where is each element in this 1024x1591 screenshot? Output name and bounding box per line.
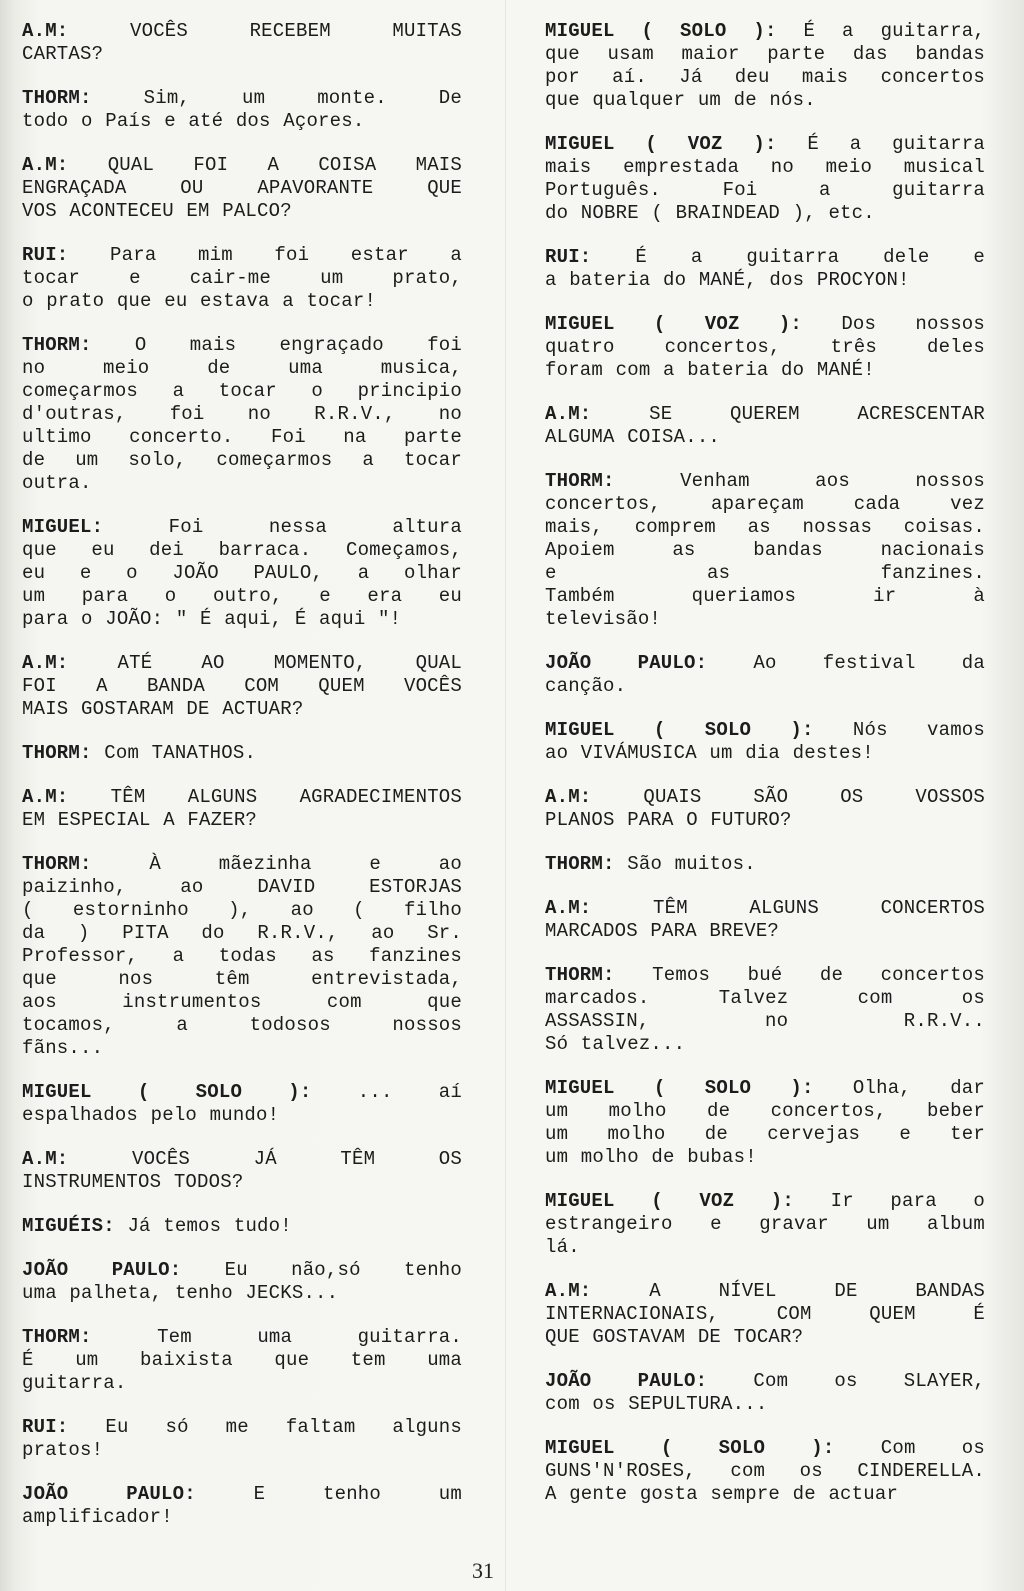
interview-entry bbox=[545, 1437, 985, 1506]
entry-line bbox=[22, 968, 462, 991]
line-text: Professor, a todas as fanzines bbox=[22, 945, 462, 967]
speaker-name: A.M: bbox=[22, 652, 69, 674]
speaker-name: THORM: bbox=[22, 87, 92, 109]
interview-entry bbox=[22, 516, 462, 631]
interview-entry bbox=[545, 786, 985, 832]
entry-line bbox=[22, 380, 462, 403]
interview-entry bbox=[545, 652, 985, 698]
entry-line bbox=[545, 1010, 985, 1033]
line-text: QUAIS SÃO OS VOSSOS bbox=[643, 786, 986, 808]
entry-line bbox=[22, 585, 462, 608]
entry-line bbox=[545, 719, 985, 742]
speaker-name: THORM: bbox=[545, 470, 615, 492]
line-text: Só talvez... bbox=[545, 1033, 686, 1055]
interview-entry bbox=[545, 853, 985, 876]
entry-line bbox=[545, 920, 985, 943]
interview-entry bbox=[22, 742, 462, 765]
entry-line bbox=[545, 336, 985, 359]
entry-line bbox=[545, 562, 985, 585]
entry-line bbox=[22, 516, 462, 539]
entry-line bbox=[22, 853, 462, 876]
line-text: mais emprestada no meio musical bbox=[545, 156, 985, 178]
entry-line bbox=[22, 608, 462, 631]
entry-line bbox=[22, 899, 462, 922]
interview-entry bbox=[22, 20, 462, 66]
line-text: Para mim foi estar a bbox=[110, 244, 462, 266]
line-text: INSTRUMENTOS TODOS? bbox=[22, 1171, 244, 1193]
interview-entry bbox=[545, 1370, 985, 1416]
speaker-name: A.M: bbox=[545, 786, 592, 808]
line-text: lá. bbox=[545, 1236, 580, 1258]
speaker-name: A.M: bbox=[22, 1148, 69, 1170]
line-text: Já temos tudo! bbox=[127, 1215, 292, 1237]
interview-entry bbox=[22, 1259, 462, 1305]
line-text: A gente gosta sempre de actuar bbox=[545, 1483, 899, 1505]
entry-line bbox=[545, 179, 985, 202]
entry-line bbox=[22, 154, 462, 177]
entry-line bbox=[545, 269, 985, 292]
line-text: Com os bbox=[880, 1437, 985, 1459]
line-text: A NÍVEL DE BANDAS bbox=[649, 1280, 986, 1302]
line-text: aos instrumentos com que bbox=[22, 991, 462, 1013]
line-text: d'outras, foi no R.R.V., no bbox=[22, 403, 462, 425]
interview-entry bbox=[22, 1081, 462, 1127]
line-text: espalhados pelo mundo! bbox=[22, 1104, 280, 1126]
entry-line bbox=[545, 43, 985, 66]
entry-line bbox=[545, 1123, 985, 1146]
entry-line bbox=[22, 290, 462, 313]
entry-line bbox=[545, 426, 985, 449]
speaker-name: THORM: bbox=[22, 853, 92, 875]
line-text: Olha, dar bbox=[852, 1077, 986, 1099]
line-text: com os SEPULTURA... bbox=[545, 1393, 768, 1415]
speaker-name: THORM: bbox=[22, 334, 92, 356]
line-text: fãns... bbox=[22, 1037, 104, 1059]
speaker-name: MIGUEL ( SOLO ): bbox=[545, 1077, 814, 1099]
entry-line bbox=[545, 359, 985, 382]
line-text: que nos têm entrevistada, bbox=[22, 968, 462, 990]
line-text: Apoiem as bandas nacionais bbox=[545, 539, 985, 561]
line-text: um molho de bubas! bbox=[545, 1146, 757, 1168]
line-text: Sim, um monte. De bbox=[143, 87, 463, 109]
line-text: e as fanzines. bbox=[545, 562, 985, 584]
line-text: mais, comprem as nossas coisas. bbox=[545, 516, 985, 538]
line-text: de um solo, começarmos a tocar bbox=[22, 449, 462, 471]
entry-line bbox=[545, 89, 985, 112]
line-text: PLANOS PARA O FUTURO? bbox=[545, 809, 792, 831]
line-text: TÊM ALGUNS CONCERTOS bbox=[653, 897, 985, 919]
speaker-name: MIGUEL ( SOLO ): bbox=[545, 20, 777, 42]
line-text: É a guitarra dele e bbox=[635, 246, 986, 268]
entry-line bbox=[545, 493, 985, 516]
line-text: Venham aos nossos bbox=[680, 470, 985, 492]
line-text: eu e o JOÃO PAULO, a olhar bbox=[22, 562, 462, 584]
line-text: tocamos, a todosos nossos bbox=[22, 1014, 462, 1036]
speaker-name: THORM: bbox=[545, 964, 615, 986]
speaker-name: A.M: bbox=[22, 20, 69, 42]
speaker-name: RUI: bbox=[545, 246, 592, 268]
speaker-name: A.M: bbox=[22, 154, 69, 176]
entry-line bbox=[545, 809, 985, 832]
line-text: começarmos a tocar o principio bbox=[22, 380, 462, 402]
entry-line bbox=[545, 202, 985, 225]
entry-line bbox=[545, 608, 985, 631]
interview-entry bbox=[22, 1215, 462, 1238]
interview-entry bbox=[545, 1280, 985, 1349]
right-column bbox=[545, 20, 985, 1527]
line-text: Com os SLAYER, bbox=[753, 1370, 985, 1392]
interview-entry bbox=[545, 897, 985, 943]
entry-line bbox=[22, 876, 462, 899]
line-text: todo o País e até dos Açores. bbox=[22, 110, 365, 132]
interview-entry bbox=[22, 1148, 462, 1194]
line-text: tocar e cair-me um prato, bbox=[22, 267, 462, 289]
line-text: um molho de concertos, beber bbox=[545, 1100, 985, 1122]
entry-line bbox=[545, 742, 985, 765]
interview-entry bbox=[22, 652, 462, 721]
entry-line bbox=[22, 1326, 462, 1349]
entry-line bbox=[22, 1148, 462, 1171]
interview-entry bbox=[545, 1077, 985, 1169]
entry-line bbox=[22, 177, 462, 200]
line-text: ( estorninho ), ao ( filho bbox=[22, 899, 462, 921]
speaker-name: JOÃO PAULO: bbox=[545, 1370, 708, 1392]
entry-line bbox=[545, 313, 985, 336]
line-text: por aí. Já deu mais concertos bbox=[545, 66, 985, 88]
entry-line bbox=[22, 1372, 462, 1395]
interview-entry bbox=[545, 313, 985, 382]
speaker-name: A.M: bbox=[22, 786, 69, 808]
page-number: 31 bbox=[472, 1558, 494, 1583]
entry-line bbox=[545, 1236, 985, 1259]
entry-line bbox=[545, 1393, 985, 1416]
line-text: Com TANATHOS. bbox=[104, 742, 257, 764]
entry-line bbox=[545, 897, 985, 920]
line-text: concertos, apareçam cada vez bbox=[545, 493, 985, 515]
line-text: Português. Foi a guitarra bbox=[545, 179, 985, 201]
entry-line bbox=[22, 1081, 462, 1104]
interview-entry bbox=[545, 470, 985, 631]
line-text: que eu dei barraca. Começamos, bbox=[22, 539, 462, 561]
speaker-name: A.M: bbox=[545, 1280, 592, 1302]
line-text: Também queriamos ir à bbox=[545, 585, 985, 607]
entry-line bbox=[545, 786, 985, 809]
line-text: E tenho um bbox=[253, 1483, 462, 1505]
speaker-name: MIGUÉIS: bbox=[22, 1215, 115, 1237]
line-text: FOI A BANDA COM QUEM VOCÊS bbox=[22, 675, 462, 697]
entry-line bbox=[545, 1213, 985, 1236]
entry-line bbox=[22, 426, 462, 449]
entry-line bbox=[22, 1104, 462, 1127]
entry-line bbox=[22, 1259, 462, 1282]
entry-line bbox=[22, 786, 462, 809]
speaker-name: MIGUEL ( SOLO ): bbox=[545, 1437, 835, 1459]
speaker-name: A.M: bbox=[545, 897, 592, 919]
speaker-name: RUI: bbox=[22, 1416, 69, 1438]
line-text: o prato que eu estava a tocar! bbox=[22, 290, 377, 312]
entry-line bbox=[545, 987, 985, 1010]
line-text: Eu só me faltam alguns bbox=[105, 1416, 462, 1438]
line-text: TÊM ALGUNS AGRADECIMENTOS bbox=[110, 786, 462, 808]
interview-entry bbox=[545, 964, 985, 1056]
line-text: ALGUMA COISA... bbox=[545, 426, 721, 448]
entry-line bbox=[22, 472, 462, 495]
line-text: do NOBRE ( BRAINDEAD ), etc. bbox=[545, 202, 875, 224]
line-text: É a guitarra bbox=[807, 133, 985, 155]
speaker-name: JOÃO PAULO: bbox=[22, 1259, 182, 1281]
entry-line bbox=[545, 516, 985, 539]
line-text: VOS ACONTECEU EM PALCO? bbox=[22, 200, 292, 222]
entry-line bbox=[545, 470, 985, 493]
line-text: quatro concertos, três deles bbox=[545, 336, 985, 358]
entry-line bbox=[545, 20, 985, 43]
entry-line bbox=[545, 1370, 985, 1393]
entry-line bbox=[22, 675, 462, 698]
line-text: MARCADOS PARA BREVE? bbox=[545, 920, 780, 942]
line-text: Ao festival da bbox=[753, 652, 985, 674]
entry-line bbox=[22, 87, 462, 110]
speaker-name: MIGUEL ( SOLO ): bbox=[545, 719, 814, 741]
line-text: ao VIVÁMUSICA um dia destes! bbox=[545, 742, 874, 764]
line-text: foram com a bateria do MANÉ! bbox=[545, 359, 875, 381]
line-text: um molho de cervejas e ter bbox=[545, 1123, 985, 1145]
line-text: É a guitarra, bbox=[803, 20, 985, 42]
line-text: televisão! bbox=[545, 608, 662, 630]
entry-line bbox=[22, 742, 462, 765]
interview-entry bbox=[22, 786, 462, 832]
interview-entry bbox=[22, 244, 462, 313]
line-text: estrangeiro e gravar um album bbox=[545, 1213, 985, 1235]
entry-line bbox=[22, 1439, 462, 1462]
line-text: O mais engraçado foi bbox=[134, 334, 462, 356]
line-text: VOCÊS JÁ TÊM OS bbox=[132, 1148, 462, 1170]
line-text: ASSASSIN, no R.R.V.. bbox=[545, 1010, 985, 1032]
entry-line bbox=[22, 652, 462, 675]
line-text: EM ESPECIAL A FAZER? bbox=[22, 809, 258, 831]
entry-line bbox=[545, 1326, 985, 1349]
interview-entry bbox=[22, 154, 462, 223]
interview-entry bbox=[22, 87, 462, 133]
line-text: um para o outro, e era eu bbox=[22, 585, 462, 607]
entry-line bbox=[22, 43, 462, 66]
entry-line bbox=[545, 585, 985, 608]
entry-line bbox=[22, 1506, 462, 1529]
speaker-name: THORM: bbox=[22, 742, 92, 764]
entry-line bbox=[545, 853, 985, 876]
entry-line bbox=[22, 945, 462, 968]
line-text: SE QUEREM ACRESCENTAR bbox=[649, 403, 985, 425]
interview-entry bbox=[545, 20, 985, 112]
entry-line bbox=[545, 1437, 985, 1460]
entry-line bbox=[22, 449, 462, 472]
interview-entry bbox=[545, 1190, 985, 1259]
entry-line bbox=[22, 1171, 462, 1194]
entry-line bbox=[545, 1033, 985, 1056]
line-text: Tem uma guitarra. bbox=[157, 1326, 462, 1348]
speaker-name: RUI: bbox=[22, 244, 69, 266]
entry-line bbox=[22, 357, 462, 380]
speaker-name: THORM: bbox=[545, 853, 615, 875]
entry-line bbox=[22, 244, 462, 267]
entry-line bbox=[545, 1483, 985, 1506]
line-text: QUAL FOI A COISA MAIS bbox=[107, 154, 463, 176]
column-gutter bbox=[505, 0, 506, 1591]
entry-line bbox=[22, 334, 462, 357]
entry-line bbox=[545, 66, 985, 89]
speaker-name: MIGUEL ( SOLO ): bbox=[22, 1081, 312, 1103]
left-column bbox=[22, 20, 462, 1550]
line-text: no meio de uma musica, bbox=[22, 357, 462, 379]
entry-line bbox=[22, 922, 462, 945]
line-text: É um baixista que tem uma bbox=[22, 1349, 462, 1371]
entry-line bbox=[22, 403, 462, 426]
entry-line bbox=[22, 110, 462, 133]
entry-line bbox=[545, 964, 985, 987]
line-text: que qualquer um de nós. bbox=[545, 89, 816, 111]
line-text: uma palheta, tenho JECKS... bbox=[22, 1282, 339, 1304]
entry-line bbox=[545, 1100, 985, 1123]
entry-line bbox=[545, 403, 985, 426]
line-text: QUE GOSTAVAM DE TOCAR? bbox=[545, 1326, 804, 1348]
entry-line bbox=[22, 539, 462, 562]
speaker-name: MIGUEL ( VOZ ): bbox=[545, 1190, 794, 1212]
speaker-name: MIGUEL ( VOZ ): bbox=[545, 313, 803, 335]
interview-entry bbox=[545, 719, 985, 765]
entry-line bbox=[545, 675, 985, 698]
entry-line bbox=[22, 1215, 462, 1238]
entry-line bbox=[545, 1280, 985, 1303]
line-text: para o JOÃO: " É aqui, É aqui "! bbox=[22, 608, 402, 630]
interview-entry bbox=[22, 1483, 462, 1529]
interview-entry bbox=[545, 133, 985, 225]
speaker-name: JOÃO PAULO: bbox=[22, 1483, 196, 1505]
line-text: GUNS'N'ROSES, com os CINDERELLA. bbox=[545, 1460, 985, 1482]
line-text: MAIS GOSTARAM DE ACTUAR? bbox=[22, 698, 304, 720]
line-text: INTERNACIONAIS, COM QUEM É bbox=[545, 1303, 985, 1325]
speaker-name: MIGUEL: bbox=[22, 516, 104, 538]
line-text: que usam maior parte das bandas bbox=[545, 43, 985, 65]
entry-line bbox=[22, 1282, 462, 1305]
line-text: paizinho, ao DAVID ESTORJAS bbox=[22, 876, 462, 898]
line-text: guitarra. bbox=[22, 1372, 127, 1394]
entry-line bbox=[22, 991, 462, 1014]
entry-line bbox=[545, 1146, 985, 1169]
entry-line bbox=[22, 1037, 462, 1060]
speaker-name: A.M: bbox=[545, 403, 592, 425]
interview-entry bbox=[545, 246, 985, 292]
entry-line bbox=[545, 1303, 985, 1326]
entry-line bbox=[22, 20, 462, 43]
line-text: a bateria do MANÉ, dos PROCYON! bbox=[545, 269, 910, 291]
entry-line bbox=[545, 156, 985, 179]
speaker-name: MIGUEL ( VOZ ): bbox=[545, 133, 777, 155]
line-text: ENGRAÇADA OU APAVORANTE QUE bbox=[22, 177, 462, 199]
entry-line bbox=[545, 246, 985, 269]
line-text: Temos bué de concertos bbox=[652, 964, 985, 986]
entry-line bbox=[545, 1190, 985, 1213]
entry-line bbox=[545, 133, 985, 156]
line-text: Ir para o bbox=[830, 1190, 985, 1212]
entry-line bbox=[22, 1014, 462, 1037]
entry-line bbox=[545, 1077, 985, 1100]
line-text: Nós vamos bbox=[852, 719, 986, 741]
entry-line bbox=[545, 539, 985, 562]
line-text: amplificador! bbox=[22, 1506, 173, 1528]
entry-line bbox=[22, 562, 462, 585]
entry-line bbox=[22, 809, 462, 832]
entry-line bbox=[545, 652, 985, 675]
line-text: outra. bbox=[22, 472, 92, 494]
line-text: À mãezinha e ao bbox=[149, 853, 463, 875]
entry-line bbox=[22, 200, 462, 223]
line-text: da ) PITA do R.R.V., ao Sr. bbox=[22, 922, 462, 944]
line-text: VOCÊS RECEBEM MUITAS bbox=[130, 20, 462, 42]
entry-line bbox=[22, 1416, 462, 1439]
line-text: Foi nessa altura bbox=[168, 516, 462, 538]
entry-line bbox=[22, 1349, 462, 1372]
interview-entry bbox=[545, 403, 985, 449]
line-text: Eu não,só tenho bbox=[224, 1259, 463, 1281]
line-text: São muitos. bbox=[627, 853, 756, 875]
line-text: Dos nossos bbox=[841, 313, 985, 335]
entry-line bbox=[22, 267, 462, 290]
interview-entry bbox=[22, 334, 462, 495]
line-text: ... aí bbox=[357, 1081, 462, 1103]
line-text: ATÉ AO MOMENTO, QUAL bbox=[117, 652, 462, 674]
line-text: marcados. Talvez com os bbox=[545, 987, 985, 1009]
entry-line bbox=[545, 1460, 985, 1483]
entry-line bbox=[22, 1483, 462, 1506]
interview-entry bbox=[22, 1326, 462, 1395]
line-text: canção. bbox=[545, 675, 627, 697]
line-text: ultimo concerto. Foi na parte bbox=[22, 426, 462, 448]
interview-entry bbox=[22, 1416, 462, 1462]
line-text: pratos! bbox=[22, 1439, 104, 1461]
line-text: CARTAS? bbox=[22, 43, 104, 65]
entry-line bbox=[22, 698, 462, 721]
speaker-name: JOÃO PAULO: bbox=[545, 652, 708, 674]
speaker-name: THORM: bbox=[22, 1326, 92, 1348]
interview-entry bbox=[22, 853, 462, 1060]
